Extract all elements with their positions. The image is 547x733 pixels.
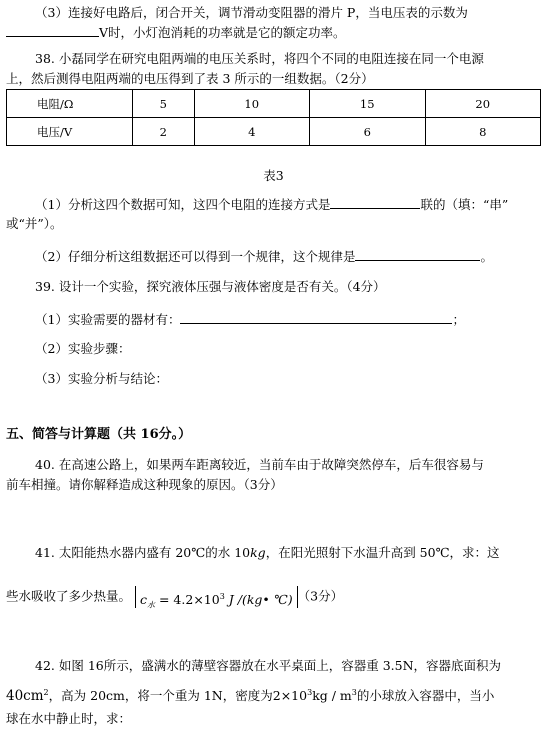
formula-unit: J /(kg• ℃) — [224, 592, 293, 608]
q39-sub1-text: （1）实验需要的器材有： — [35, 312, 181, 327]
q37-3-line2 — [6, 24, 346, 41]
formula-exp: 3 — [219, 592, 225, 601]
formula-sub: 水 — [147, 600, 156, 610]
q39-sub1 — [35, 311, 465, 328]
rule-answer-blank[interactable] — [355, 248, 480, 261]
table-cell: 5 — [133, 90, 195, 118]
specific-heat-formula — [135, 586, 298, 608]
q41-line1 — [35, 545, 500, 561]
q42-density-unit-exp: 3 — [351, 688, 357, 697]
q37-3-line2-text: V时，小灯泡消耗的功率就是它的额定功率。 — [99, 25, 346, 40]
q41-text-a: 41. 太阳能热水器内盛有 20℃的水 10 — [35, 545, 251, 560]
q38-line1: 38. 小磊同学在研究电阻两端的电压关系时，将四个不同的电阻连接在同一个电源 — [35, 51, 484, 66]
q38-line2: 上，然后测得电阻两端的电压得到了表 3 所示的一组数据。（2分） — [6, 71, 374, 86]
table-cell: 6 — [310, 118, 426, 146]
table-cell: 10 — [194, 90, 310, 118]
q42-line2 — [6, 685, 494, 704]
q42-text-a: ，高为 20cm，将一个重为 1N，密度为 — [48, 688, 273, 704]
q38-sub2-line — [35, 248, 493, 265]
q41-unit: kg — [250, 545, 266, 560]
q38-sub1-line1 — [35, 196, 508, 213]
table-row — [7, 118, 541, 146]
q40-line1: 40. 在高速公路上，如果两车距离较近，当前车由于故障突然停车，后车很容易与 — [35, 457, 484, 472]
q39-title: 39. 设计一个实验，探究液体压强与液体密度是否有关。（4分） — [35, 279, 386, 294]
q42-area: 40cm — [6, 688, 44, 705]
formula-c: c — [140, 592, 148, 608]
q42-line1: 42. 如图 16所示，盛满水的薄壁容器放在水平桌面上，容器重 3.5N，容器底面积为 — [35, 658, 502, 673]
q38-sub2-text-b: 。 — [480, 249, 493, 264]
q39-sub2: （2）实验步骤： — [35, 341, 131, 356]
q39-sub3: （3）实验分析与结论： — [35, 371, 168, 386]
data-table-3 — [6, 89, 541, 146]
q41-line2 — [6, 586, 343, 608]
table-cell: 15 — [310, 90, 426, 118]
table-cell: 2 — [133, 118, 195, 146]
q41-text-b: ，在阳光照射下水温升高到 50℃，求：这 — [265, 545, 500, 560]
q42-text-b: 的小球放入容器中，当小 — [356, 688, 495, 704]
table-cell: 4 — [194, 118, 310, 146]
q38-sub1-line2: 或“并”）。 — [6, 216, 63, 231]
table-cell: 8 — [425, 118, 541, 146]
voltage-answer-blank[interactable] — [6, 24, 99, 37]
q42-line3: 球在水中静止时，求： — [6, 711, 132, 726]
section-heading: 五、简答与计算题（共 16分。） — [6, 427, 192, 442]
q41-line2-text: 些水吸收了多少热量。 — [6, 588, 132, 604]
q42-density-exp: 3 — [307, 688, 313, 697]
q40-line2: 前车相撞。请你解释造成这种现象的原因。（3分） — [6, 477, 283, 492]
q38-sub1-text-b: 联的（填：“串” — [420, 197, 509, 212]
q42-area-exp: 2 — [43, 688, 49, 697]
equipment-answer-blank[interactable] — [180, 311, 452, 324]
q42-density-unit: kg / m — [312, 688, 352, 704]
q38-sub1-text-a: （1）分析这四个数据可知，这四个电阻的连接方式是 — [35, 197, 331, 212]
connection-answer-blank[interactable] — [330, 196, 420, 209]
table-cell: 电阻/Ω — [7, 90, 133, 118]
q39-sub1-end: ； — [452, 312, 465, 327]
table-row — [7, 90, 541, 118]
q38-sub2-text-a: （2）仔细分析这组数据还可以得到一个规律，这个规律是 — [35, 249, 356, 264]
formula-eq: = 4.2×10 — [155, 592, 220, 608]
q42-density: 2×10 — [272, 688, 308, 704]
table-caption: 表3 — [263, 168, 284, 183]
q37-3-line1: （3）连接好电路后，闭合开关，调节滑动变阻器的滑片 P，当电压表的示数为 — [35, 5, 468, 20]
table-cell: 电压/V — [7, 118, 133, 146]
table-cell: 20 — [425, 90, 541, 118]
q41-points: （3分） — [297, 588, 344, 604]
